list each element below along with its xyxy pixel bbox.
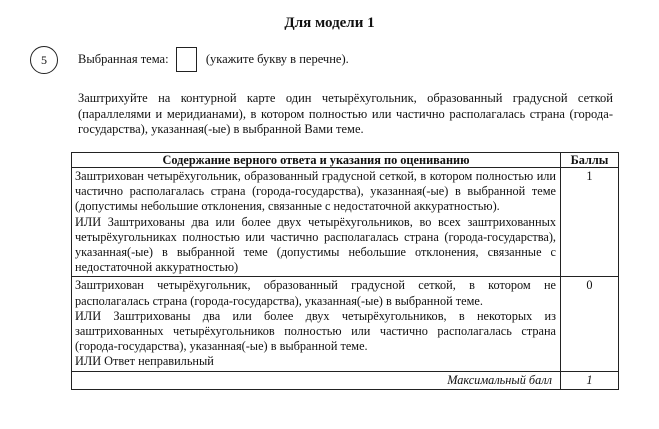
criteria-paragraph: Заштрихован четырёхугольник, образованный градусной сеткой, в котором полностью или частично располагалась страна (города-государства), указанная(-ые) в выбранной теме (допустимы небольшие отклонения, связанные с недостаточной аккуратностью). [75,169,556,214]
points-cell: 0 [561,277,619,371]
points-header: Баллы [561,153,619,168]
theme-answer-box[interactable] [176,47,197,72]
criteria-paragraph: Заштрихован четырёхугольник, образованный градусной сеткой, в котором не располагалась страна (города-государства), указанная(-ые) в выбранной теме. [75,278,556,308]
table-row [72,277,619,371]
criteria-paragraph: ИЛИ Заштрихованы два или более двух четырёхугольников, во всех заштрихованных четырёхугольниках полностью или частично располагалась страна (города-государства), указанная(-ые) в выбранной теме (допустимы небольшие отклонения, связанные с недостаточной аккуратностью) [75,214,556,275]
task-instruction: Заштрихуйте на контурной карте один четырёхугольник, образованный градусной сеткой (параллелями и меридианами), в котором полностью или частично располагалась страна (города-государства), указанная(-ые) в выбранной Вами теме. [78,91,613,136]
grading-table [71,152,619,390]
criteria-cell [72,168,561,277]
points-cell: 1 [561,168,619,277]
criteria-cell [72,277,561,371]
max-score-value: 1 [561,371,619,389]
table-header-row [72,153,619,168]
task-number-badge: 5 [30,46,58,74]
criteria-paragraph: ИЛИ Ответ неправильный [75,354,214,369]
max-score-label: Максимальный балл [72,371,561,389]
criteria-paragraph: ИЛИ Заштрихованы два или более двух четырёхугольников, в некоторых из заштрихованных четырёхугольников полностью или частично располагалась страна (города-государства), указанная(-ые) в выбранной теме. [75,308,556,354]
page-heading: Для модели 1 [284,15,375,31]
theme-selection-row [78,47,349,73]
theme-label: Выбранная тема: [78,52,169,66]
criteria-header: Содержание верного ответа и указания по оцениванию [72,153,561,168]
max-score-row [72,371,619,389]
theme-hint: (укажите букву в перечне). [205,52,349,66]
table-row [72,168,619,277]
